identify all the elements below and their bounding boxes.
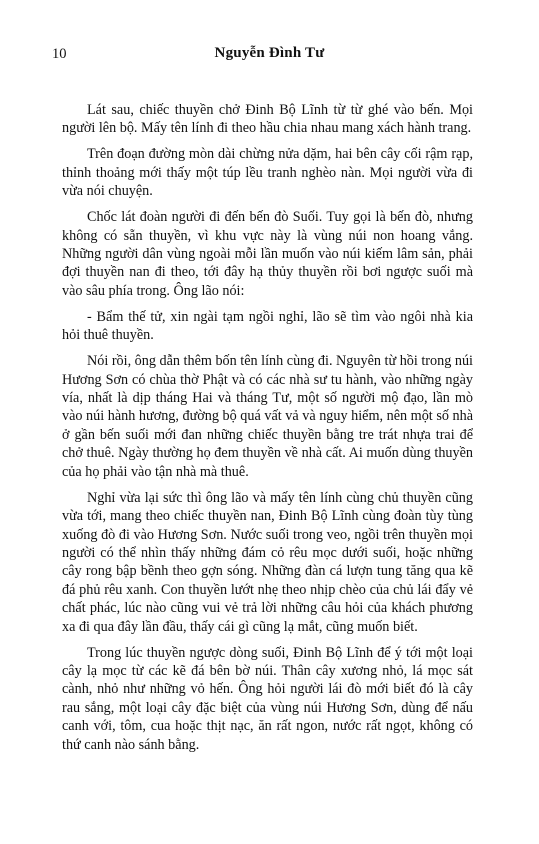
running-head-author: Nguyễn Đình Tư [214, 45, 325, 61]
paragraph: Lát sau, chiếc thuyền chở Đinh Bộ Lĩnh từ từ ghé vào bến. Mọi người lên bộ. Mấy tên lính đi theo hầu chia nhau mang xách hành trang. [62, 102, 473, 137]
page-header [52, 46, 487, 66]
paragraph: Trên đoạn đường mòn dài chừng nửa dặm, hai bên cây cối rậm rạp, thỉnh thoảng mới thấy một túp lều tranh nghèo nàn. Mọi người vừa đi vừa nói chuyện. [62, 146, 473, 200]
paragraph: Chốc lát đoàn người đi đến bến đò Suối. Tuy gọi là bến đò, nhưng không có sẵn thuyền, vì khu vực này là vùng núi non hoang vắng. Những người dân vùng ngoài mỗi lần muốn vào núi kiếm lâm sản, phải đợi thuyền nan đi theo, tới đây hạ thủy thuyền rồi bơi ngược suối mà vào sâu phía trong. Ông lão nói: [62, 209, 473, 299]
paragraph: Nghỉ vừa lại sức thì ông lão và mấy tên lính cùng chủ thuyền cũng vừa tới, mang theo chiếc thuyền nan, Đinh Bộ Lĩnh cùng đoàn tùy tùng xuống đò đi vào Hương Sơn. Nước suối trong veo, ngồi trên thuyền mọi người có thể nhìn thấy những đám cỏ rêu mọc dưới suối, hoặc những cây rong bập bềnh theo gợn sóng. Những đàn cá lượn tung tăng qua kẽ đá phủ rêu xanh. Con thuyền lướt nhẹ theo nhịp chèo của chủ lái đẩy vẻ chất phác, lúc nào cũng vui vẻ trả lời những câu hỏi của khách phương xa đi qua đây lần đầu, thấy cái gì cũng lạ mắt, cũng muốn biết. [62, 489, 473, 635]
body-text [62, 101, 473, 762]
paragraph-dialogue: - Bẩm thế tử, xin ngài tạm ngồi nghỉ, lão sẽ tìm vào ngôi nhà kia hỏi thuê thuyền. [62, 308, 473, 344]
paragraph: Nói rồi, ông dẫn thêm bốn tên lính cùng đi. Nguyên từ hồi trong núi Hương Sơn có chùa thờ Phật và có các nhà sư tu hành, vào những ngày vía, nhất là dịp tháng Hai và tháng Tư, một số người mộ đạo, lần mò vào núi hành hương, đường bộ quá vất vả và nguy hiểm, nên một số nhà ở gần bến suối mới đan những chiếc thuyền bằng tre trát nhựa trai để chở thuê. Ngày thường họ đem thuyền về nhà cất. Ai muốn dùng thuyền của họ phải vào tận nhà mà thuê. [62, 353, 473, 480]
page-number: 10 [52, 46, 67, 62]
paragraph: Trong lúc thuyền ngược dòng suối, Đinh Bộ Lĩnh để ý tới một loại cây lạ mọc từ các kẽ đá bên bờ núi. Thân cây xương nhỏ, lá mọc sát cành, nhỏ như những vỏ hến. Ông hỏi người lái đò mới biết đó là cây rau sắng, một loại cây đặc biệt của vùng núi Hương Sơn, dùng để nấu canh với, tôm, cua hoặc thịt nạc, ăn rất ngon, nước rất ngọt, không có thứ canh nào sánh bằng. [62, 644, 473, 753]
